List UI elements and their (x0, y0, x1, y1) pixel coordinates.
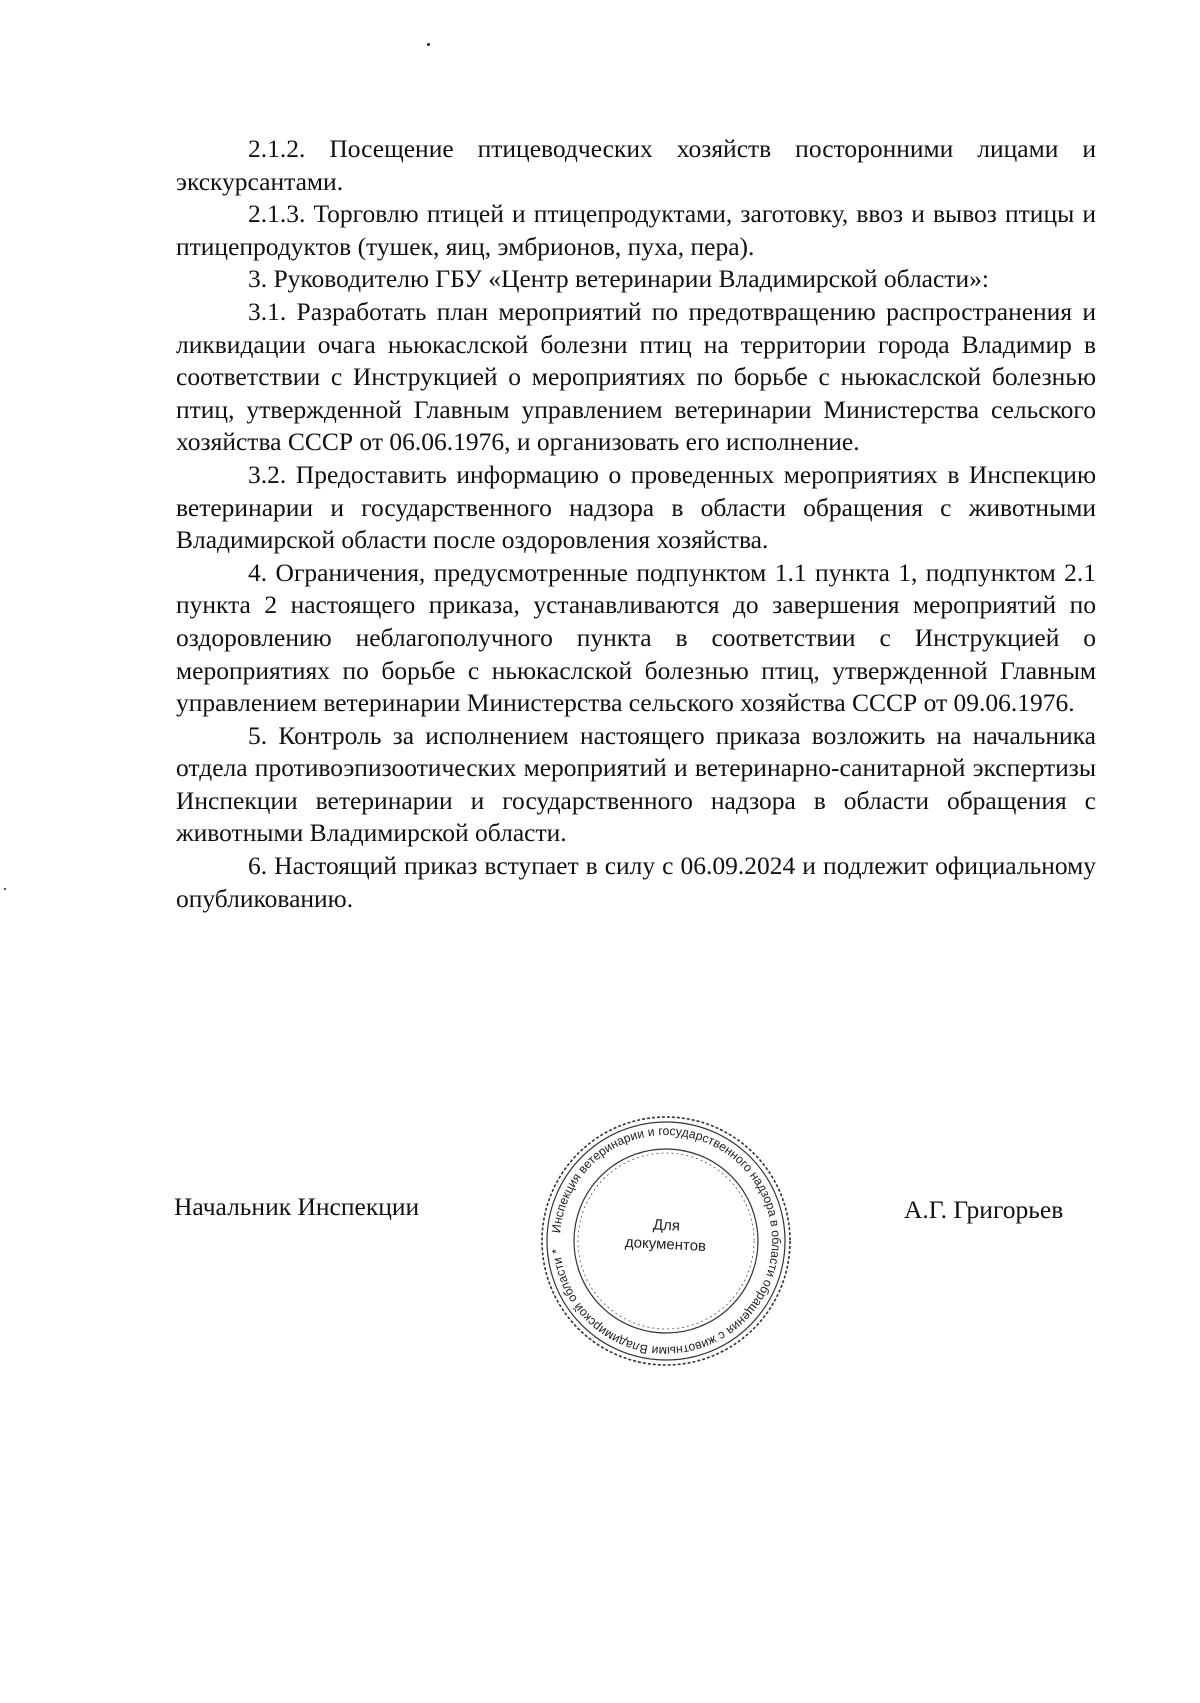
signatory-name: А.Г. Григорьев (904, 1195, 1064, 1224)
paragraph-3: 3. Руководителю ГБУ «Центр ветеринарии Владимирской области»: (248, 264, 989, 294)
scan-speck (4, 888, 6, 890)
order-body (176, 133, 1096, 915)
scan-speck (427, 43, 430, 46)
signatory-position: Начальник Инспекции (174, 1192, 420, 1221)
seal-center-line1: Для (652, 1216, 681, 1235)
paragraph-5: 5. Контроль за исполнением настоящего приказа возложить на начальника отдела противоэпизоотических мероприятий и ветеринарно-санитарной экспертизы Инспекции ветеринарии и государственного надзора в области обращения с животными Владимирской области. (176, 720, 1096, 848)
paragraph-3-1: 3.1. Разработать план мероприятий по предотвращению распространения и ликвидации очага ньюкаслской болезни птиц на территории города Владимир в соответствии с Инструкцией о мероприятиях по борьбе с ньюкаслской болезнью птиц, утвержденной Главным управлением ветеринарии Министерства сельского хозяйства СССР от 06.06.1976, и организовать его исполнение. (176, 296, 1096, 457)
official-seal (538, 1113, 794, 1369)
paragraph-3-2: 3.2. Предоставить информацию о проведенных мероприятиях в Инспекцию ветеринарии и государственного надзора в области обращения с животными Владимирской области после оздоровления хозяйства. (176, 459, 1096, 555)
seal-ring-text: Инспекция ветеринарии и государственного надзора в области обращения с животными Владимирской области * (549, 1123, 784, 1359)
paragraph-6: 6. Настоящий приказ вступает в силу с 06.09.2024 и подлежит официальному опубликованию. (176, 851, 1096, 913)
paragraph-2-1-2: 2.1.2. Посещение птицеводческих хозяйств посторонними лицами и экскурсантами. (176, 134, 1096, 196)
seal-center-line2: документов (624, 1233, 707, 1256)
paragraph-4: 4. Ограничения, предусмотренные подпунктом 1.1 пункта 1, подпунктом 2.1 пункта 2 настоящего приказа, устанавливаются до завершения мероприятий по оздоровлению неблагополучного пункта в соответствии с Инструкцией о мероприятиях по борьбе с ньюкаслской болезнью птиц, утвержденной Главным управлением ветеринарии Министерства сельского хозяйства СССР от 09.06.1976. (176, 557, 1096, 718)
paragraph-2-1-3: 2.1.3. Торговлю птицей и птицепродуктами, заготовку, ввоз и вывоз птицы и птицепродуктов (тушек, яиц, эмбрионов, пуха, пера). (176, 199, 1096, 261)
